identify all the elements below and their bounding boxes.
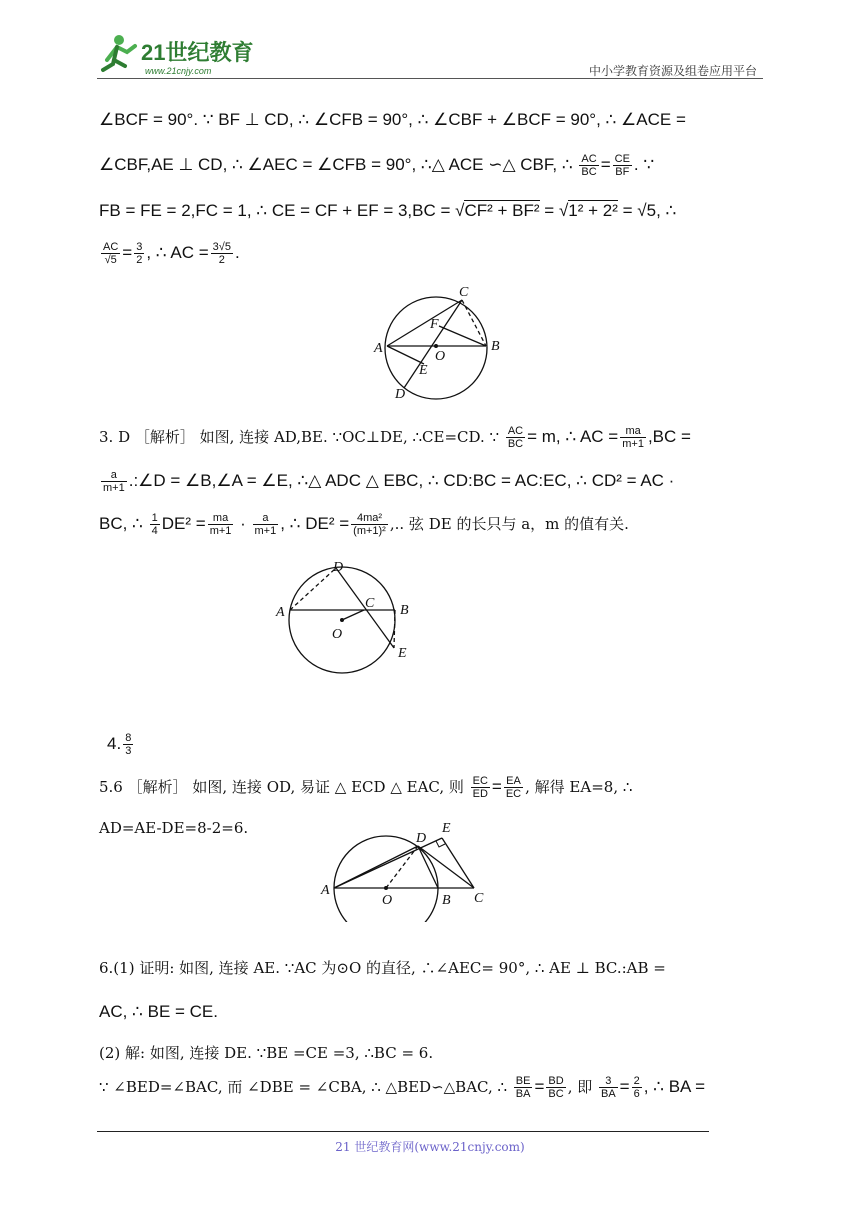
svg-text:www.21cnjy.com: www.21cnjy.com xyxy=(145,66,212,76)
platform-name: 中小学教育资源及组卷应用平台 xyxy=(588,64,757,78)
fraction: $\frac{CE}{BF}$ xyxy=(614,153,630,178)
svg-text:C: C xyxy=(365,596,375,611)
footer-divider xyxy=(97,1131,709,1132)
svg-text:C: C xyxy=(459,285,469,300)
svg-text:O: O xyxy=(382,893,393,908)
fraction: $\frac{a}{m+1}$ xyxy=(103,469,125,494)
fraction: $\frac{AC}{BC}$ xyxy=(507,425,524,450)
sqrt-expr: √CF² + BF² xyxy=(455,201,540,220)
sqrt-expr: √1² + 2² xyxy=(558,201,618,220)
svg-text:A: A xyxy=(276,605,285,620)
fraction: $\frac{3}{2}$ xyxy=(136,241,143,266)
text-line: AD=AE-DE=8-2=6. xyxy=(99,819,249,837)
svg-text:F: F xyxy=(430,317,439,332)
header-divider xyxy=(97,78,763,79)
svg-text:D: D xyxy=(333,560,344,575)
fraction: $\frac{8}{3}$ xyxy=(125,732,132,757)
fraction: $\frac{1}{4}$ xyxy=(151,512,158,537)
svg-text:B: B xyxy=(491,339,500,354)
svg-text:21世纪教育: 21世纪教育 xyxy=(141,40,254,65)
text-line: ∵ ∠BED=∠BAC, 而 ∠DBE = ∠CBA, ∴ △BED∽△BAC, ∴ $\frac{BE}{BA}$ = $\frac{BD}{BC}$ , 即 $\frac{3}{BA}$ = $\frac{2}{6}$ , ∴ BA = xyxy=(99,1075,706,1100)
fraction: $\frac{EC}{ED}$ xyxy=(472,775,488,800)
svg-text:E: E xyxy=(398,646,407,661)
fraction: $\frac{EA}{EC}$ xyxy=(505,775,522,800)
text-line: 5.6 ［解析］ 如图, 连接 OD, 易证 △ ECD △ EAC, 则 $\frac{EC}{ED}$ = $\frac{EA}{EC}$ , 解得 EA=8, ∴ xyxy=(99,775,633,800)
fraction: $\frac{\text{4ma²}}{\text{(m+1)²}}$ xyxy=(353,512,386,537)
text-line: $\frac{a}{m+1}$ .:∠D = ∠B,∠A = ∠E, ∴△ ADC △ EBC, ∴ CD:BC = AC:EC, ∴ CD² = AC · xyxy=(103,469,675,494)
site-logo xyxy=(97,30,267,78)
runner-icon xyxy=(103,35,135,70)
text-line: (2) 解: 如图, 连接 DE. ∵BE =CE =3, ∴BC = 6. xyxy=(99,1044,434,1062)
text-line: ∠CBF,AE ⊥ CD, ∴ ∠AEC = ∠CFB = 90°, ∴△ ACE ∽△ CBF, ∴ $\frac{AC}{BC}$ = $\frac{CE}{BF}$ . ∵ xyxy=(99,153,655,178)
text-line: AC, ∴ BE = CE. xyxy=(99,1002,218,1021)
fraction: $\frac{AC}{√5}$ xyxy=(103,241,119,266)
text-line: BC, ∴ $\frac{1}{4}$ DE² = $\frac{ma}{m+1}$ · $\frac{a}{m+1}$ , ∴ DE² = $\frac{\text{4ma²}}{\text{(m+1)²}}$ ,.. 弦 DE 的长只与 a，m 的值有关. xyxy=(99,512,629,537)
svg-text:O: O xyxy=(332,627,343,642)
text-line: 3. D ［解析］ 如图, 连接 AD,BE. ∵OC⊥DE, ∴CE=CD. ∵ $\frac{AC}{BC}$ = m, ∴ AC = $\frac{ma}{m+1}$ ,BC = xyxy=(99,425,691,450)
figure-circle-1 xyxy=(368,284,518,402)
svg-text:A: A xyxy=(321,883,330,898)
svg-text:D: D xyxy=(395,387,406,402)
text-line: $\frac{AC}{√5}$ = $\frac{3}{2}$ , ∴ AC = $\frac{3√5}{2}$ . xyxy=(103,241,240,266)
fraction: $\frac{2}{6}$ xyxy=(633,1075,640,1100)
svg-text:O: O xyxy=(435,349,446,364)
svg-text:E: E xyxy=(419,363,428,378)
svg-text:A: A xyxy=(374,341,383,356)
fraction: $\frac{a}{m+1}$ xyxy=(254,512,277,537)
text-line: 4. $\frac{8}{3}$ xyxy=(107,732,132,757)
text-line: FB = FE = 2,FC = 1, ∴ CE = CF + EF = 3,BC = √CF² + BF² = √1² + 2² = √5, ∴ xyxy=(99,201,677,220)
figure-circle-2 xyxy=(272,558,422,678)
page-header xyxy=(97,30,763,80)
svg-text:C: C xyxy=(474,891,484,906)
figure-circle-3 xyxy=(318,816,494,922)
fraction: $\frac{BD}{BC}$ xyxy=(548,1075,564,1100)
fraction: $\frac{AC}{BC}$ xyxy=(581,153,597,178)
fraction: $\frac{ma}{m+1}$ xyxy=(209,512,232,537)
footer-link[interactable]: 21 世纪教育网(www.21cnjy.com) xyxy=(335,1140,525,1154)
fraction: $\frac{ma}{m+1}$ xyxy=(622,425,644,450)
fraction: $\frac{3}{BA}$ xyxy=(600,1075,616,1100)
svg-text:B: B xyxy=(442,893,451,908)
fraction: $\frac{BE}{BA}$ xyxy=(515,1075,531,1100)
text-line: ∠BCF = 90°. ∵ BF ⊥ CD, ∴ ∠CFB = 90°, ∴ ∠CBF + ∠BCF = 90°, ∴ ∠ACE = xyxy=(99,110,686,129)
svg-text:B: B xyxy=(400,603,409,618)
fraction: $\frac{3√5}{2}$ xyxy=(212,241,231,266)
svg-text:D: D xyxy=(416,831,427,846)
text-line: 6.(1) 证明: 如图, 连接 AE. ∵AC 为⊙O 的直径, ∴∠AEC= 90°, ∴ AE ⊥ BC.:AB = xyxy=(99,959,666,977)
svg-text:E: E xyxy=(442,821,451,836)
